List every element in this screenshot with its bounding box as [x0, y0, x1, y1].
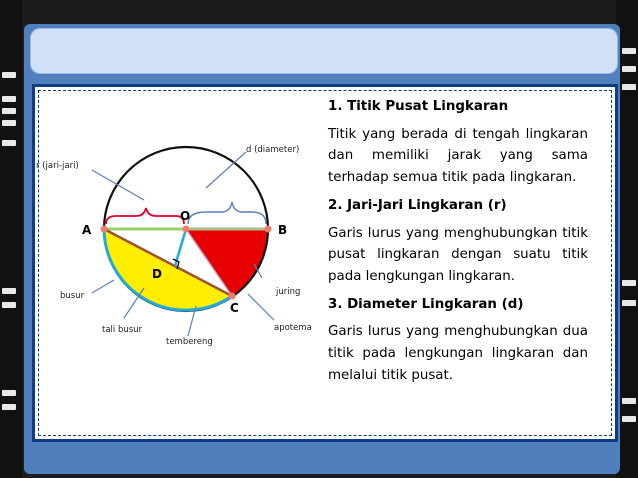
leader-line [248, 294, 274, 320]
chord-label: tali busur [102, 325, 143, 335]
point-o-marker [183, 226, 190, 233]
apothem-label: apotema [274, 323, 312, 333]
definitions-column [328, 96, 588, 392]
sector-label: juring [276, 287, 301, 297]
left-frame [0, 0, 22, 478]
frame-notch [2, 96, 16, 102]
frame-notch [622, 48, 636, 54]
leader-line [92, 280, 114, 293]
point-o-label: O [180, 209, 191, 223]
section-title: 3. Diameter Lingkaran (d) [328, 296, 524, 312]
frame-notch [622, 416, 636, 422]
point-b-label: B [278, 223, 288, 237]
frame-notch [2, 390, 16, 396]
frame-notch [622, 398, 636, 404]
diameter-label: d (diameter) [246, 145, 300, 155]
section-title: 2. Jari-Jari Lingkaran (r) [328, 197, 507, 213]
point-a-marker [101, 226, 108, 233]
point-c-marker [229, 293, 236, 300]
frame-notch [2, 302, 16, 308]
frame-notch [622, 280, 636, 286]
frame-notch [2, 120, 16, 126]
leader-line [92, 170, 144, 200]
frame-notch [2, 72, 16, 78]
section-title: 1. Titik Pusat Lingkaran [328, 99, 509, 114]
arc-label: busur [60, 291, 85, 301]
radius-label: r (jari-jari) [36, 161, 79, 171]
frame-notch [622, 84, 636, 90]
point-b-marker [265, 226, 272, 233]
frame-notch [2, 288, 16, 294]
section-body: Titik yang berada di tengah lingkaran dan memiliki jarak yang sama terhadap semua titik pada lingkaran. [328, 126, 588, 186]
radius-brace [106, 208, 184, 224]
frame-notch [622, 300, 636, 306]
frame-notch [2, 140, 16, 146]
section-body: Garis lurus yang menghubungkan dua titik pada lengkungan lingkaran dan melalui titik pusat. [328, 324, 588, 383]
frame-notch [2, 108, 16, 114]
frame-notch [2, 404, 16, 410]
point-d-label: D [152, 267, 162, 281]
segment-label: tembereng [166, 337, 213, 347]
slide-title-bar [30, 28, 618, 74]
section-body: Garis lurus yang menghubungkan titik pusat lingkaran dengan suatu titik pada lengkungan lingkaran. [328, 225, 588, 284]
circle-diagram [36, 128, 326, 368]
point-c-label: C [230, 301, 239, 315]
frame-notch [622, 66, 636, 72]
diameter-brace [188, 202, 266, 224]
point-a-label: A [82, 223, 92, 237]
